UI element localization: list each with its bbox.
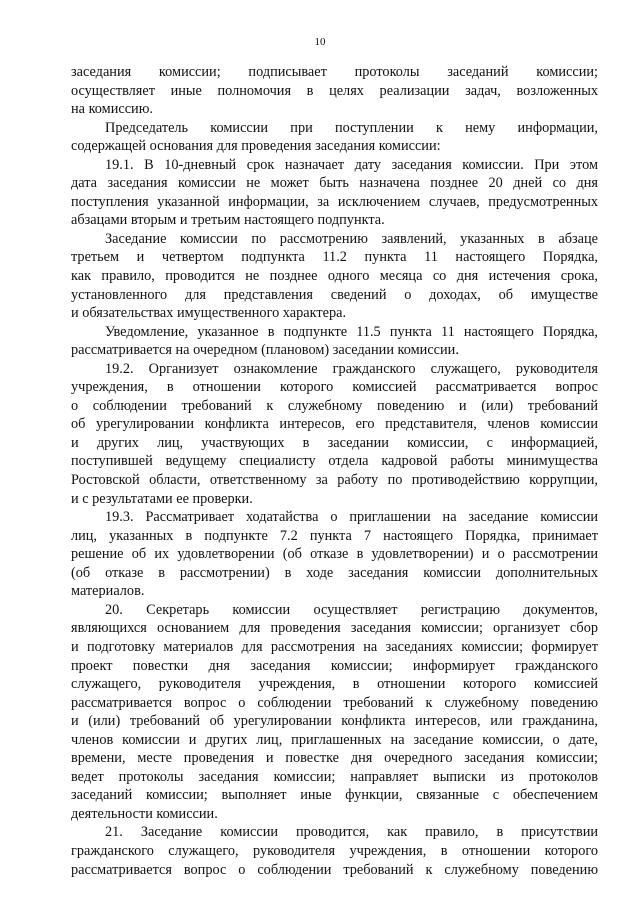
text-line: 19.2. Организует ознакомление гражданского служащего, руководителя xyxy=(105,360,598,377)
text-line: служащего, руководителя учреждения, в отношении которого комиссией xyxy=(71,676,598,693)
text-line: рассматривается на очередном (плановом) заседании комиссии. xyxy=(71,342,459,359)
text-line: как правило, проводится не позднее одного месяца со дня истечения срока, xyxy=(71,268,598,285)
text-line: осуществляет иные полномочия в целях реализации задач, возложенных xyxy=(71,82,598,99)
text-line: 21. Заседание комиссии проводится, как правило, в присутствии xyxy=(105,824,598,841)
text-line: Председатель комиссии при поступлении к нему информации, xyxy=(105,119,598,136)
text-line: третьем и четвертом подпункта 11.2 пункта 11 настоящего Порядка, xyxy=(71,249,598,266)
text-line: и с результатами ее проверки. xyxy=(71,490,253,507)
text-line: 19.3. Рассматривает ходатайства о приглашении на заседание комиссии xyxy=(105,509,598,526)
body-text xyxy=(71,63,598,879)
text-line: поступившей ведущему специалисту отдела кадровой работы минимущества xyxy=(71,453,598,470)
text-line: ведет протоколы заседания комиссии; направляет выписки из протоколов xyxy=(71,768,598,785)
text-line: времени, месте проведения и повестке дня очередного заседания комиссии; xyxy=(71,750,598,767)
text-line: 19.1. В 10-дневный срок назначает дату заседания комиссии. При этом xyxy=(105,156,598,173)
text-line: (об отказе в рассмотрении) в ходе заседания комиссии дополнительных xyxy=(71,564,598,581)
text-line: дата заседания комиссии не может быть назначена позднее 20 дней со дня xyxy=(71,175,598,192)
text-line: членов комиссии и других лиц, приглашенных на заседание комиссии, о дате, xyxy=(71,731,598,748)
text-line: и подготовку материалов для рассмотрения на заседаниях комиссии; формирует xyxy=(71,638,598,655)
text-line: 20. Секретарь комиссии осуществляет регистрацию документов, xyxy=(105,601,598,618)
text-line: содержащей основания для проведения заседания комиссии: xyxy=(71,138,441,155)
text-line: о соблюдении требований к служебному поведению и (или) требований xyxy=(71,397,598,414)
text-line: поступления указанной информации, за исключением случаев, предусмотренных xyxy=(71,193,598,210)
text-line: об урегулировании конфликта интересов, его представителя, членов комиссии xyxy=(71,416,598,433)
text-line: и других лиц, участвующих в заседании комиссии, с информацией, xyxy=(71,434,598,451)
text-line: материалов. xyxy=(71,583,145,600)
text-line: Уведомление, указанное в подпункте 11.5 пункта 11 настоящего Порядка, xyxy=(105,323,598,340)
text-line: рассматривается вопрос о соблюдении требований к служебному поведению xyxy=(71,861,598,878)
text-line: заседания комиссии; подписывает протоколы заседаний комиссии; xyxy=(71,64,598,80)
text-line: являющихся основанием для проведения заседания комиссии; организует сбор xyxy=(71,620,598,637)
text-line: на комиссию. xyxy=(71,101,153,118)
text-line: и (или) требований об урегулировании конфликта интересов, или гражданина, xyxy=(71,713,598,730)
text-line: рассматривается вопрос о соблюдении требований к служебному поведению xyxy=(71,694,598,711)
text-line: решение об их удовлетворении (об отказе в удовлетворении) и о рассмотрении xyxy=(71,546,598,563)
text-line: проект повестки дня заседания комиссии; информирует гражданского xyxy=(71,657,598,674)
text-line: Ростовской области, ответственному за работу по противодействию коррупции, xyxy=(71,472,598,489)
text-line: лиц, указанных в подпункте 7.2 пункта 7 настоящего Порядка, принимает xyxy=(71,527,598,544)
text-line: Заседание комиссии по рассмотрению заявлений, указанных в абзаце xyxy=(105,230,598,247)
text-line: деятельности комиссии. xyxy=(71,805,218,822)
text-line: и обязательствах имущественного характера. xyxy=(71,305,347,322)
text-line: учреждения, в отношении которого комиссией рассматривается вопрос xyxy=(71,379,598,396)
text-line: заседаний комиссии; выполняет иные функции, связанные с обеспечением xyxy=(71,787,598,804)
text-line: абзацами вторым и третьим настоящего подпункта. xyxy=(71,212,385,229)
page-number: 10 xyxy=(314,36,326,48)
text-line: установленного для представления сведений о доходах, об имуществе xyxy=(71,286,598,303)
text-line: гражданского служащего, руководителя учреждения, в отношении которого xyxy=(71,842,598,859)
